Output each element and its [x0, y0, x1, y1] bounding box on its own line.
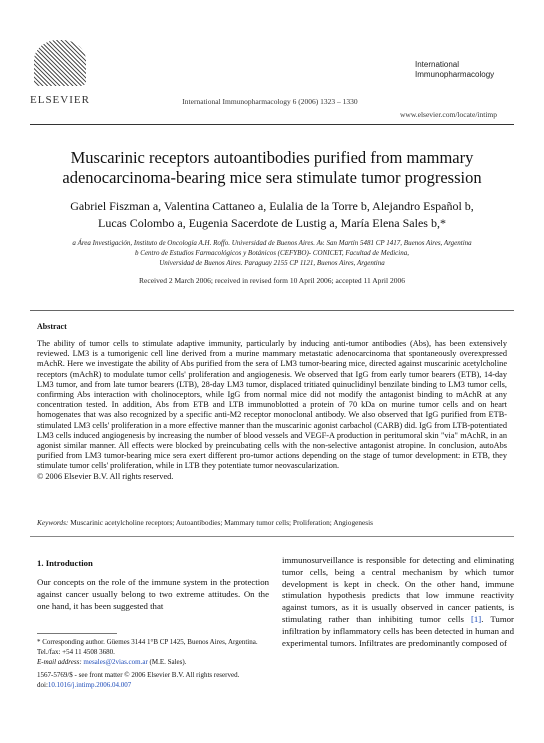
footer-copyright — [37, 671, 277, 690]
affiliations — [30, 238, 514, 268]
keywords — [37, 518, 507, 527]
intro-left-column: Our concepts on the role of the immune system in the protection against cancer usually belong to two extreme attitudes. On the one hand, it has been suggested that — [37, 577, 269, 611]
corresponding-author: * Corresponding author. Güemes 3144 1°B CP 1425, Buenos Aires, Argentina. Tel./fax: +54 11 4508 3680. — [37, 638, 258, 656]
journal-name — [415, 60, 494, 80]
authors-line-1: Gabriel Fiszman a, Valentina Cattaneo a, Eulalia de la Torre b, Alejandro Español b, — [70, 199, 474, 213]
authors-line-2: Lucas Colombo a, Eugenia Sacerdote de Lustig a, María Elena Sales b,* — [98, 216, 446, 230]
email-line — [37, 657, 269, 667]
title-line-1: Muscarinic receptors autoantibodies purified from mammary — [70, 148, 474, 167]
publisher-name: ELSEVIER — [30, 94, 90, 106]
abstract-text: The ability of tumor cells to stimulate adaptive immunity, particularly by inducing anti-tumor antibodies (Abs), has been extensively reviewed. LM3 is a tumorigenic cell line derived from a murine mammary metastatic adenocarcinoma that spontaneously overexpressed mAchR. Here we investigate the ability of Abs purified from the sera of LM3 tumor-bearing mice, directed against muscarinic acetylcholine receptors (mAchR) to modulate tumor cells' proliferation and angiogenesis. We observed that IgG from early tumor bearers (ETB), 14-day LM3 tumor, and from late tumor bearers (LTB), 28-day LM3 tumor, displaced tritiated quinuclidinyl benzilate binding to LM3 tumor cells, confirming Abs interaction with cholinoceptors, while IgG from normal mice did not modify the antagonist binding to mAchR at any concentration tested. In addition, Abs from ETB and LTB immunoblotted a protein of 70 kDa on murine tumor cells and on heart homogenates that was also recognized by a specific anti-M2 receptor monoclonal antibody. We also observed that IgG purified from ETB-stimulated LM3 cells' proliferation in a more effective manner than the muscarinic agonist carbachol (CARB) did. IgG from LTB-potentiated LM3 cells induced angiogenesis by increasing the number of blood vessels and VEGF-A production in peritumoral skin "via" mAchR, in an agonist similar manner. All effects were blocked by preincubating cells with the non-selective antagonist atropine. In conclusion, autoAbs purified from LM3 tumor-bearing mice sera exert different pro-tumor actions depending on the stage of tumor development: in ETB, they stimulate tumor cells' proliferation, while in LTB they potentiate tumor neovascularization. — [37, 339, 507, 471]
header-divider — [30, 124, 514, 125]
tree-icon — [34, 40, 86, 86]
affiliation-b-line2: Universidad de Buenos Aires. Paraguay 2155 CP 1121, Buenos Aires, Argentina — [159, 259, 385, 267]
corresponding-footnote — [37, 637, 269, 667]
intro-right-text-b: . Tumor infiltration by inflammatory cells has been detected in human and experimental tumors. Infiltrates are predominantly composed of — [282, 613, 514, 648]
affiliation-b-line1: b Centro de Estudios Farmacológicos y Botánicos (CEFYBO)- CONICET, Facultad de Medicina, — [135, 249, 409, 257]
abstract-copyright: © 2006 Elsevier B.V. All rights reserved. — [37, 471, 174, 481]
doi-link[interactable]: 10.1016/j.intimp.2006.04.007 — [47, 680, 132, 689]
title-line-2: adenocarcinoma-bearing mice sera stimulate tumor progression — [62, 168, 482, 187]
keywords-divider — [30, 536, 514, 537]
abstract-heading: Abstract — [37, 322, 67, 331]
journal-citation: International Immunopharmacology 6 (2006) 1323 – 1330 — [182, 97, 358, 106]
keywords-list: Muscarinic acetylcholine receptors; Autoantibodies; Mammary tumor cells; Proliferation; Angiogenesis — [70, 518, 373, 527]
abstract-divider — [30, 310, 514, 311]
received-dates: Received 2 March 2006; received in revised form 10 April 2006; accepted 11 April 2006 — [139, 276, 405, 285]
journal-url[interactable]: www.elsevier.com/locate/intimp — [400, 110, 497, 119]
keywords-label: Keywords: — [37, 518, 69, 527]
affiliation-a: a Área Investigación, Instituto de Oncología A.H. Roffo. Universidad de Buenos Aires. Av. San Martín 5481 CP 1417, Buenos Aires, Argentina — [72, 239, 472, 247]
email-suffix: (M.E. Sales). — [147, 658, 187, 666]
abstract-body — [37, 339, 507, 482]
section-heading-introduction: 1. Introduction — [37, 558, 93, 568]
issn-line: 1567-5769/$ - see front matter © 2006 Elsevier B.V. All rights reserved. — [37, 671, 240, 679]
elsevier-tree-logo — [30, 40, 90, 90]
email-link[interactable]: mesales@2vias.com.ar — [83, 658, 148, 666]
article-title — [30, 148, 514, 188]
reference-link[interactable]: [1] — [470, 613, 482, 624]
intro-right-text-a: immunosurveillance is responsible for detecting and eliminating tumor cells, being a central mechanism by which tumor development is kept in check. On the other hand, immune stimulation hypothesis predicts that low immune reactivity against tumors, as it is usually observed in cancer patients, is stimulating rather than inhibiting tumor cells — [282, 555, 514, 624]
intro-right-column — [282, 555, 514, 649]
author-list — [30, 198, 514, 232]
footnote-divider — [37, 633, 117, 634]
doi-label: doi: — [37, 680, 48, 689]
journal-name-line2: Immunopharmacology — [415, 70, 495, 79]
email-label: E-mail address: — [37, 658, 82, 666]
doi-line — [37, 681, 277, 691]
journal-name-line1: International — [415, 60, 460, 69]
